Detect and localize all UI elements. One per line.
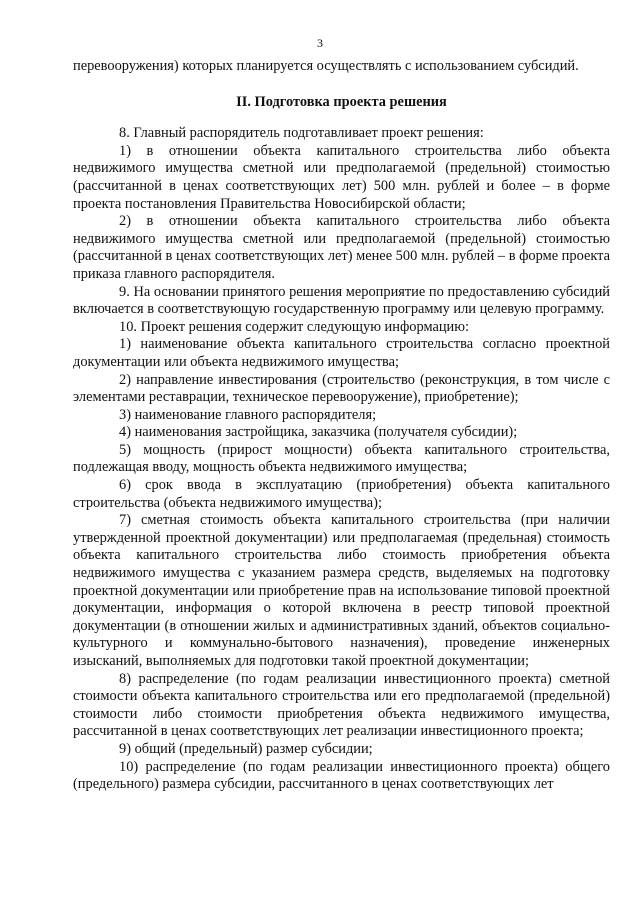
paragraph-8-item-2: 2) в отношении объекта капитального строительства либо объекта недвижимого имущества сметной или предполагаемой (предельной) стоимостью (рассчитанной в ценах соответствующих лет) менее 500 млн. рублей – в форме проекта приказа главного распорядителя. <box>73 213 610 282</box>
paragraph-10-item-9: 9) общий (предельный) размер субсидии; <box>119 740 373 757</box>
paragraph-10-item-6: 6) срок ввода в эксплуатацию (приобретения) объекта капитального строительства (объекта недвижимого имущества); <box>73 477 610 511</box>
document-body <box>73 58 610 794</box>
paragraph-10: 10. Проект решения содержит следующую информацию: <box>119 318 469 335</box>
paragraph-10-item-8: 8) распределение (по годам реализации инвестиционного проекта) сметной стоимости объекта капитального строительства или его предполагаемой (предельной) стоимости либо стоимости приобретения объекта недвижимого имущества, рассчитанной в ценах соответствующих лет реализации инвестиционного проекта; <box>73 670 610 740</box>
section-heading: II. Подготовка проекта решения <box>236 93 447 110</box>
paragraph-10-item-3: 3) наименование главного распорядителя; <box>119 406 377 423</box>
paragraph-9: 9. На основании принятого решения мероприятие по предоставлению субсидий включается в соответствующую государственную программу или целевую программу. <box>73 283 610 318</box>
paragraph-8-item-1: 1) в отношении объекта капитального строительства либо объекта недвижимого имущества сметной или предполагаемой (предельной) стоимостью (рассчитанной в ценах соответствующих лет) 500 млн. рублей и более – в форме проекта постановления Правительства Новосибирской области; <box>73 142 610 212</box>
page-number: 3 <box>317 36 323 50</box>
intro-line: перевооружения) которых планируется осуществлять с использованием субсидий. <box>73 58 579 74</box>
paragraph-10-item-1: 1) наименование объекта капитального строительства согласно проектной документации или объекта недвижимого имущества; <box>73 336 610 370</box>
paragraph-8: 8. Главный распорядитель подготавливает проект решения: <box>119 125 484 142</box>
paragraph-10-item-5: 5) мощность (прирост мощности) объекта капитального строительства, подлежащая вводу, мощность объекта недвижимого имущества; <box>73 441 610 476</box>
paragraph-10-item-4: 4) наименования застройщика, заказчика (получателя субсидии); <box>119 424 518 441</box>
paragraph-10-item-7: 7) сметная стоимость объекта капитального строительства (при наличии утвержденной проектной документации) или предполагаемая (предельная) стоимость объекта капитального строительства либо стоимость приобретения объекта недвижимого имущества с указанием размера средств, выделяемых на подготовку проектной документации или приобретение прав на использование типовой проектной документации, информация о которой включена в реестр типовой проектной документации (в отношении жилых и административных зданий, объектов социально-культурного и коммунально-бытового назначения), проведение инженерных изысканий, выполняемых для подготовки такой проектной документации; <box>73 512 610 669</box>
paragraph-10-item-2: 2) направление инвестирования (строительство (реконструкция, в том числе с элементами реставрации, техническое перевооружение), приобретение); <box>73 371 610 406</box>
paragraph-10-item-10: 10) распределение (по годам реализации инвестиционного проекта) общего (предельного) размера субсидии, рассчитанного в ценах соответствующих лет <box>73 758 610 793</box>
